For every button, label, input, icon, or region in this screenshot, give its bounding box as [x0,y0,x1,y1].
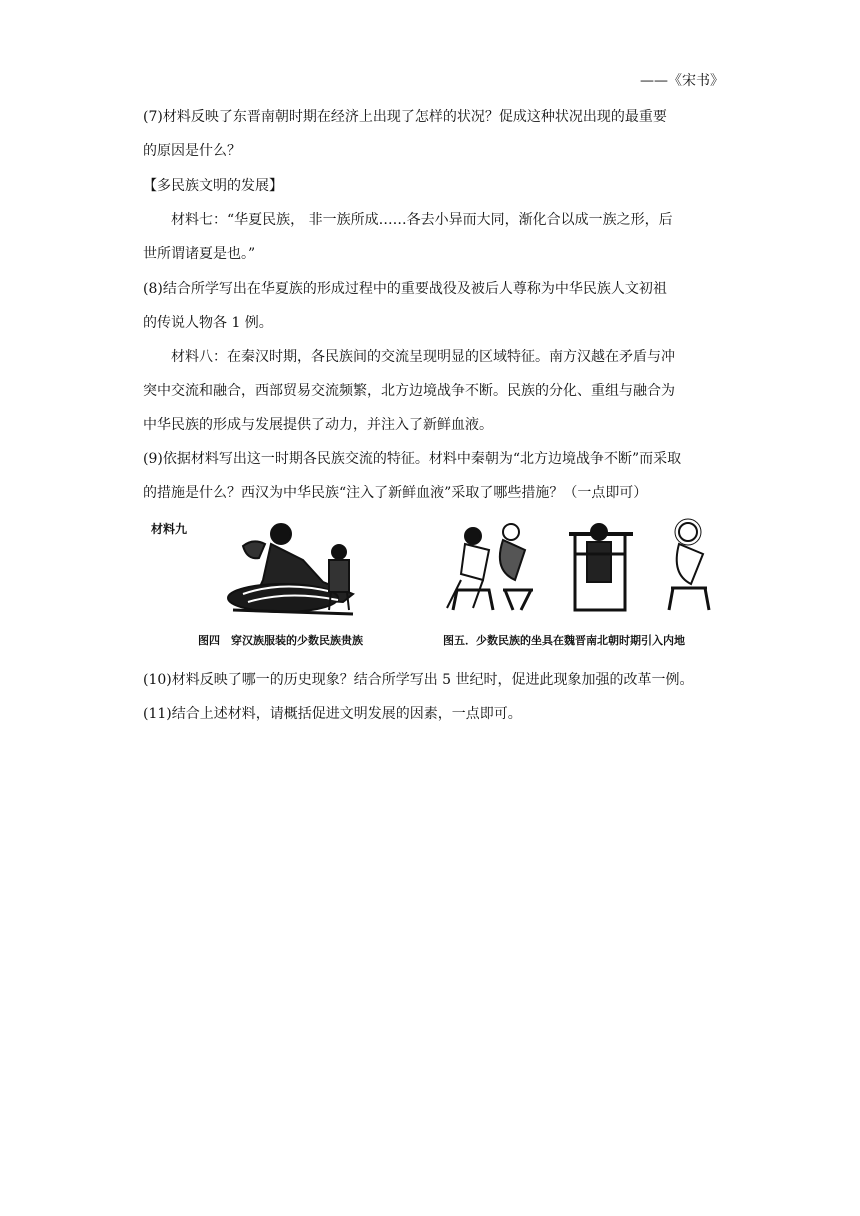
question-10: (10)材料反映了哪一的历史现象？结合所学写出 5 世纪时，促进此现象加强的改革一例。 [143,672,694,688]
question-11: (11)结合上述材料，请概括促进文明发展的因素，一点即可。 [143,706,522,722]
material-7-line-1: 材料七：“华夏民族， 非一族所成……各去小异而大同，渐化合以成一族之形，后 [171,212,673,228]
material-9-label: 材料九 [151,522,188,536]
illustration-drawings [143,510,728,630]
question-7-line-1: (7)材料反映了东晋南朝时期在经济上出现了怎样的状况？促成这种状况出现的最重要 [143,109,667,125]
source-citation: ——《宋书》 [640,73,724,89]
material-9-figure [143,510,728,650]
question-9-line-2: 的措施是什么？西汉为中华民族“注入了新鲜血液”采取了哪些措施？（一点即可） [143,485,648,501]
question-9-line-1: (9)依据材料写出这一时期各民族交流的特征。材料中秦朝为“北方边境战争不断”而采取 [143,451,682,467]
section-title: 【多民族文明的发展】 [143,178,283,194]
material-8-line-3: 中华民族的形成与发展提供了动力，并注入了新鲜血液。 [143,417,493,433]
question-8-line-1: (8)结合所学写出在华夏族的形成过程中的重要战役及被后人尊称为中华民族人文初祖 [143,281,667,297]
figure-5-caption: 图五．少数民族的坐具在魏晋南北朝时期引入内地 [443,634,685,647]
material-7-line-2: 世所谓诸夏是也。” [143,246,256,262]
question-7-line-2: 的原因是什么？ [143,143,241,159]
question-8-line-2: 的传说人物各 1 例。 [143,315,273,331]
figure-4-illustration [228,524,353,614]
material-8-line-2: 突中交流和融合，西部贸易交流频繁，北方边境战争不断。民族的分化、重组与融合为 [143,383,675,399]
figure-4-caption: 图四 穿汉族服装的少数民族贵族 [198,634,363,647]
material-8-line-1: 材料八：在秦汉时期，各民族间的交流呈现明显的区域特征。南方汉越在矛盾与冲 [171,349,675,365]
figure-5-illustration [447,519,709,610]
